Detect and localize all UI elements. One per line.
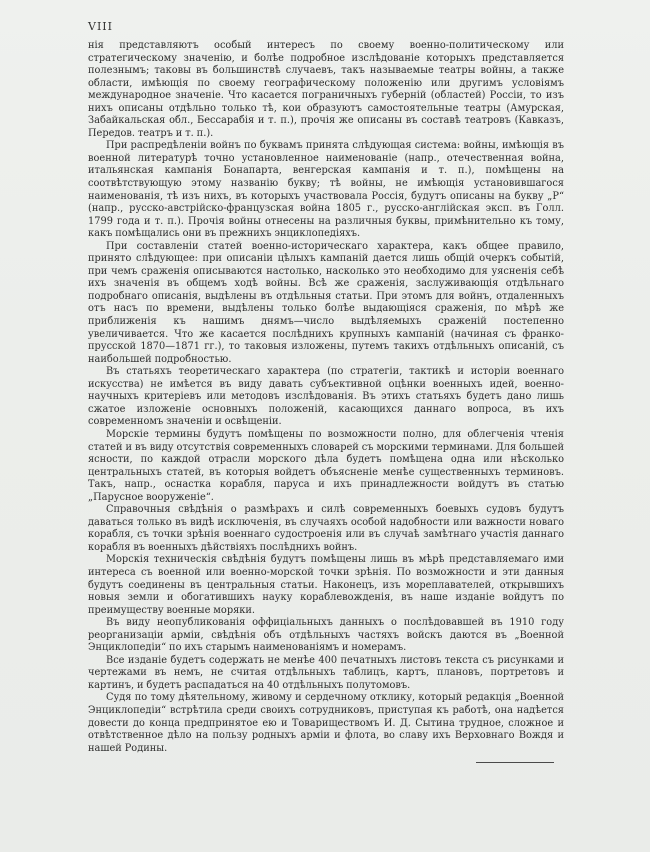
- paragraph: Справочныя свѣдѣнія о размѣрахъ и силѣ современныхъ боевыхъ судовъ будутъ даваться только въ видѣ исключенія, въ случаяхъ особой надобности или важности новаго корабля, съ точки зрѣнія военнаго судостроенія или въ случаѣ замѣтнаго участія даннаго корабля въ военныхъ дѣйствіяхъ послѣднихъ войнъ.: [88, 504, 564, 553]
- paragraph: Судя по тому дѣятельному, живому и сердечному отклику, который редакція „Военной Энциклопедіи“ встрѣтила среди своихъ сотрудниковъ, приступая къ работѣ, она надѣется довести до конца предпринятое ею и Товариществомъ И. Д. Сытина трудное, сложное и отвѣтственное дѣло на пользу родныхъ арміи и флота, во славу ихъ Верховнаго Вождя и нашей Родины.: [88, 692, 564, 754]
- paragraph: Морскіе термины будутъ помѣщены по возможности полно, для облегченія чтенія статей и въ виду отсутствія современныхъ словарей съ морскими терминами. Для большей ясности, по каждой отрасли морского дѣла будетъ помѣщена одна или нѣсколько центральныхъ статей, въ которыя войдетъ объясненіе менѣе существенныхъ терминовъ. Такъ, напр., оснастка корабля, паруса и ихъ принадлежности войдутъ въ статью „Парусное вооруженіе“.: [88, 428, 564, 503]
- paragraph: Все изданіе будетъ содержать не менѣе 400 печатныхъ листовъ текста съ рисунками и чертежами въ немъ, не считая отдѣльныхъ таблицъ, картъ, плановъ, портретовъ и картинъ, и будетъ распадаться на 40 отдѣльныхъ полутомовъ.: [88, 654, 564, 691]
- text-block: [88, 40, 564, 763]
- paragraph: нія представляютъ особый интересъ по своему военно-политическому или стратегическому значенію, и болѣе подробное изслѣдованіе которыхъ представляется полезнымъ; таковы въ большинствѣ случаевъ, такъ называемые театры войны, а также области, имѣющія по своему географическому положенію или другимъ условіямъ международное значеніе. Что касается пограничныхъ губерній (областей) Россіи, то изъ нихъ описаны отдѣльно только тѣ, кои образуютъ самостоятельные театры (Амурская, Забайкальская обл., Бессарабія и т. п.), прочія же описаны въ составѣ театровъ (Кавказъ, Передов. театръ и т. п.).: [88, 40, 564, 139]
- paragraph: При составленіи статей военно-историческаго характера, какъ общее правило, принято слѣдующее: при описаніи цѣлыхъ кампаній дается лишь общій очеркъ событій, при чемъ сраженія описываются настолько, насколько это необходимо для уясненія себѣ ихъ значенія въ общемъ ходѣ войны. Всѣ же сраженія, заслуживающія отдѣльнаго подробнаго описанія, выдѣлены въ отдѣльныя статьи. При этомъ для войнъ, отдаленныхъ отъ насъ по времени, выдѣлены только болѣе выдающіяся сраженія, по мѣрѣ же приближенія къ нашимъ днямъ—число выдѣляемыхъ сраженій постепенно увеличивается. Что же касается послѣднихъ крупныхъ кампаній (начиная съ франко-прусской 1870—1871 гг.), то таковыя изложены, путемъ такихъ отдѣльныхъ описаній, съ наибольшей подробностью.: [88, 240, 564, 365]
- page-number: VIII: [88, 20, 113, 33]
- paragraph: Въ статьяхъ теоретическаго характера (по стратегіи, тактикѣ и исторіи военнаго искусства) не имѣется въ виду давать субъективной оцѣнки военныхъ идей, военно-научныхъ критеріевъ или методовъ изслѣдованія. Въ этихъ статьяхъ будетъ дано лишь сжатое изложеніе основныхъ положеній, касающихся даннаго вопроса, въ ихъ современномъ значеніи и освѣщеніи.: [88, 366, 564, 428]
- paragraph: При распредѣленіи войнъ по буквамъ принята слѣдующая система: войны, имѣющія въ военной литературѣ точно установленное наименованіе (напр., отечественная война, итальянская кампанія Бонапарта, венгерская кампанія и т. п.), помѣщены на соотвѣтствующую этому названію букву; тѣ войны, не имѣющія установившагося наименованія, тѣ изъ нихъ, въ которыхъ участвовала Россія, будутъ описаны на букву „Р“ (напр., русско-австрійско-французская война 1805 г., русско-англійская эксп. въ Голл. 1799 года и т. п.). Прочія войны отнесены на различныя буквы, примѣнительно къ тому, какъ помѣщались они въ прежнихъ энциклопедіяхъ.: [88, 140, 564, 240]
- paragraph: Морскія техническія свѣдѣнія будутъ помѣщены лишь въ мѣрѣ представляемаго ими интереса съ военной или военно-морской точки зрѣнія. По возможности и эти данныя будутъ соединены въ центральныя статьи. Наконецъ, изъ мореплавателей, открывшихъ новыя земли и обогатившихъ науку кораблевожденія, въ наше изданіе войдутъ по преимуществу военные моряки.: [88, 554, 564, 616]
- paragraph: Въ виду неопубликованія оффиціальныхъ данныхъ о послѣдовавшей въ 1910 году реорганизаціи арміи, свѣдѣнія объ отдѣльныхъ частяхъ войскъ даются въ „Военной Энциклопедіи“ по ихъ старымъ наименованіямъ и номерамъ.: [88, 617, 564, 654]
- end-divider: [476, 762, 554, 763]
